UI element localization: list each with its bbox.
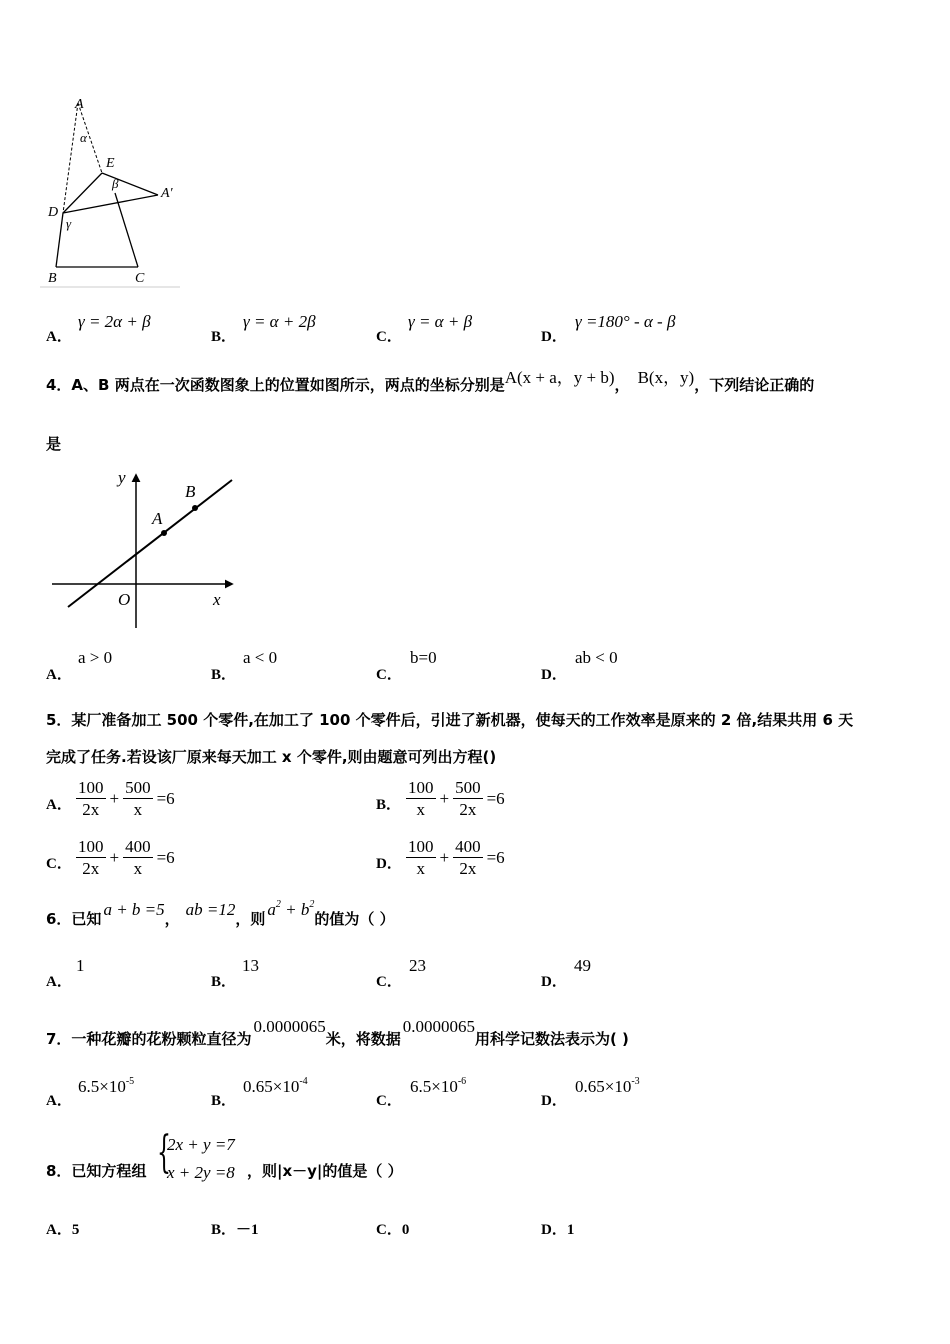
q5-option-a-label: A． bbox=[46, 797, 72, 813]
q3-label-beta: β bbox=[112, 176, 119, 191]
q3-option-d: γ =180° - α - β bbox=[575, 312, 676, 331]
q6-option-d-label: D． bbox=[541, 974, 567, 990]
q8-option-a: A．5 bbox=[46, 1222, 80, 1238]
q7-option-d: $0.65\times 10^{-3}$ bbox=[575, 1076, 640, 1096]
q6-sep: ， bbox=[164, 910, 180, 928]
q3-label-D: D bbox=[48, 205, 59, 220]
q3-option-a-label: A． bbox=[46, 329, 72, 345]
q7-suffix: 用科学记数法表示为( ) bbox=[474, 1030, 629, 1048]
q6-expression: $a^2 + b^2$ bbox=[267, 899, 315, 919]
q3-option-c: γ = α + β bbox=[408, 312, 473, 331]
q6-option-a: 1 bbox=[76, 956, 85, 975]
q6-prefix: 6．已知 bbox=[46, 910, 102, 928]
q8-equation-1: 2x + y =7 bbox=[167, 1135, 235, 1154]
q7-option-c: $6.5\times 10^{-6}$ bbox=[410, 1076, 467, 1096]
q4-graph-figure bbox=[50, 470, 240, 630]
q6-stem bbox=[46, 899, 395, 929]
q4-stem-part2: ，下列结论正确的 bbox=[694, 376, 815, 394]
q3-option-b-label: B． bbox=[211, 329, 237, 345]
q3-label-B: B bbox=[48, 271, 57, 286]
q6-suffix: 的值为（ ） bbox=[314, 910, 395, 928]
q5-option-b: $\frac{100}{x}$ + $\frac{500}{2x}$ =6 bbox=[408, 778, 505, 820]
q4-stem bbox=[46, 368, 815, 397]
q7-value-1: 0.0000065 bbox=[253, 1016, 326, 1036]
q3-label-A: A bbox=[75, 97, 84, 112]
q5-option-b-label: B． bbox=[376, 797, 402, 813]
q5-option-d: $\frac{100}{x}$ + $\frac{400}{2x}$ =6 bbox=[408, 837, 505, 879]
q3-option-d-label: D． bbox=[541, 329, 567, 345]
q8-equation-2: x + 2y =8 bbox=[167, 1163, 235, 1182]
q3-option-b: γ = α + 2β bbox=[243, 312, 316, 331]
q3-option-c-label: C． bbox=[376, 329, 402, 345]
q4-coord-B: B(x，y) bbox=[637, 368, 695, 387]
q8-prefix: 8．已知方程组 bbox=[46, 1162, 147, 1180]
q6-option-d: 49 bbox=[574, 956, 591, 975]
q4-sep: ， bbox=[614, 376, 630, 394]
q4-option-c: b=0 bbox=[410, 648, 437, 667]
q4-point-B-label: B bbox=[185, 482, 196, 501]
q4-option-a-label: A． bbox=[46, 667, 72, 683]
q3-option-a: γ = 2α + β bbox=[78, 312, 151, 331]
q6-option-c-label: C． bbox=[376, 974, 402, 990]
q4-option-d: ab < 0 bbox=[575, 648, 618, 667]
q6-option-a-label: A． bbox=[46, 974, 72, 990]
q7-prefix: 7．一种花瓣的花粉颗粒直径为 bbox=[46, 1030, 252, 1048]
q3-label-A-prime: A′ bbox=[161, 186, 173, 201]
q8-option-d: D．1 bbox=[541, 1222, 575, 1238]
q4-option-b-label: B． bbox=[211, 667, 237, 683]
q5-option-a: $\frac{100}{2x}$ + $\frac{500}{x}$ =6 bbox=[78, 778, 175, 820]
q5-option-c-label: C． bbox=[46, 856, 72, 872]
q7-option-b-label: B． bbox=[211, 1093, 237, 1109]
q8-suffix: ，则|x－y|的值是（ ） bbox=[247, 1162, 403, 1180]
q4-stem-part1: 4．A、B 两点在一次函数图象上的位置如图所示，两点的坐标分别是 bbox=[46, 376, 505, 394]
q7-option-c-label: C． bbox=[376, 1093, 402, 1109]
q4-point-A-label: A bbox=[152, 509, 163, 528]
q7-option-a: $6.5\times 10^{-5}$ bbox=[78, 1076, 135, 1096]
q8-option-b: B．－1 bbox=[211, 1222, 259, 1238]
q6-option-b: 13 bbox=[242, 956, 259, 975]
q7-value-2: 0.0000065 bbox=[402, 1016, 475, 1036]
q6-mid: ，则 bbox=[235, 910, 266, 928]
q4-option-d-label: D． bbox=[541, 667, 567, 683]
q4-option-c-label: C． bbox=[376, 667, 402, 683]
q4-option-b: a < 0 bbox=[243, 648, 278, 667]
q6-cond2: ab =12 bbox=[185, 899, 236, 919]
q5-option-d-label: D． bbox=[376, 856, 402, 872]
q7-option-d-label: D． bbox=[541, 1093, 567, 1109]
q4-axis-x-label: x bbox=[213, 590, 221, 609]
q7-option-a-label: A． bbox=[46, 1093, 72, 1109]
q6-option-c: 23 bbox=[409, 956, 426, 975]
q4-stem-line2: 是 bbox=[46, 435, 62, 453]
q3-label-C: C bbox=[135, 271, 145, 286]
q6-cond1: a + b =5 bbox=[103, 899, 165, 919]
q5-stem-line2: 完成了任务.若设该厂原来每天加工 x 个零件,则由题意可列出方程() bbox=[46, 748, 497, 766]
q4-axis-y-label: y bbox=[118, 468, 126, 487]
q7-option-b: $0.65\times 10^{-4}$ bbox=[243, 1076, 308, 1096]
q5-stem-line1: 5．某厂准备加工 500 个零件,在加工了 100 个零件后，引进了新机器，使每天的工作效率是原来的 2 倍,结果共用 6 天 bbox=[46, 711, 854, 729]
q5-option-c: $\frac{100}{2x}$ + $\frac{400}{x}$ =6 bbox=[78, 837, 175, 879]
q7-stem bbox=[46, 1016, 629, 1049]
q3-label-gamma: γ bbox=[66, 216, 72, 231]
q4-origin-label: O bbox=[118, 590, 131, 609]
q4-coord-A: A(x + a，y + b) bbox=[504, 368, 615, 387]
q8-system-brace: { bbox=[157, 1127, 171, 1178]
q4-option-a: a > 0 bbox=[78, 648, 113, 667]
q8-option-c: C．0 bbox=[376, 1222, 410, 1238]
q7-mid: 米，将数据 bbox=[325, 1030, 401, 1048]
q6-option-b-label: B． bbox=[211, 974, 237, 990]
q3-label-alpha: α bbox=[80, 130, 87, 145]
q3-label-E: E bbox=[106, 156, 115, 171]
